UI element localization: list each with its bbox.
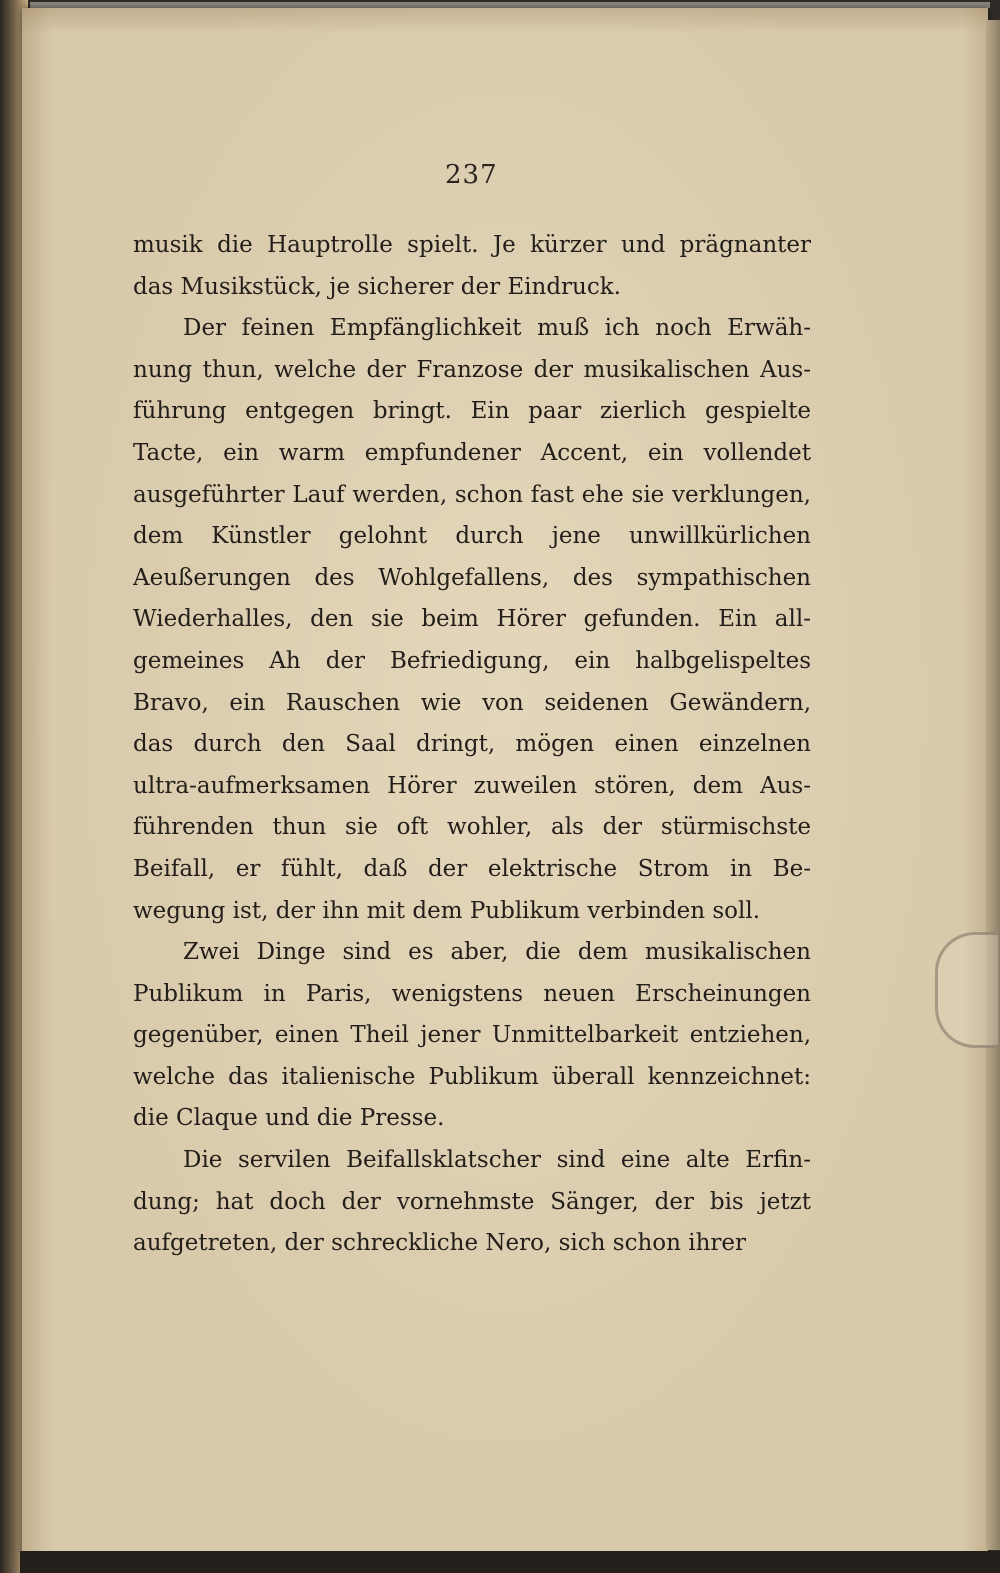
- text-line: Tacte, ein warm empfundener Accent, ein vollendet: [133, 439, 811, 466]
- text-line: Der feinen Empfänglichkeit muß ich noch Erwäh-: [183, 315, 811, 342]
- page-clip-mark: [935, 932, 998, 1048]
- text-line: dung; hat doch der vornehmste Sänger, der bis jetzt: [133, 1188, 811, 1215]
- text-line: Die servilen Beifallsklatscher sind eine alte Erfin-: [183, 1147, 811, 1174]
- text-line: führung entgegen bringt. Ein paar zierlich gespielte: [133, 398, 811, 425]
- text-line: Zwei Dinge sind es aber, die dem musikalischen: [183, 939, 811, 966]
- text-line: das durch den Saal dringt, mögen einen einzelnen: [133, 731, 811, 758]
- text-line: gemeines Ah der Befriedigung, ein halbgelispeltes: [133, 647, 811, 674]
- text-line: aufgetreten, der schreckliche Nero, sich schon ihrer: [133, 1230, 747, 1257]
- text-line: Aeußerungen des Wohlgefallens, des sympathischen: [133, 564, 811, 591]
- text-line: nung thun, welche der Franzose der musikalischen Aus-: [133, 356, 811, 383]
- text-line: Beifall, er fühlt, daß der elektrische Strom in Be-: [133, 855, 811, 882]
- bottom-scan-edge: [20, 1551, 1000, 1573]
- text-line: gegenüber, einen Theil jener Unmittelbarkeit entziehen,: [133, 1022, 811, 1049]
- text-line: ultra-aufmerksamen Hörer zuweilen stören, dem Aus-: [133, 772, 811, 799]
- text-line: Wiederhalles, den sie beim Hörer gefunden. Ein all-: [133, 606, 811, 633]
- text-line: Publikum in Paris, wenigstens neuen Erscheinungen: [133, 980, 811, 1007]
- page-number: 237: [445, 160, 498, 190]
- text-line: ausgeführter Lauf werden, schon fast ehe sie verklungen,: [133, 481, 811, 508]
- text-line: die Claque und die Presse.: [133, 1105, 445, 1132]
- text-line: führenden thun sie oft wohler, als der stürmischste: [133, 814, 811, 841]
- text-line: Bravo, ein Rauschen wie von seidenen Gewändern,: [133, 689, 811, 716]
- text-line: dem Künstler gelohnt durch jene unwillkürlichen: [133, 523, 811, 550]
- text-line: welche das italienische Publikum überall kennzeichnet:: [133, 1063, 811, 1090]
- text-line: wegung ist, der ihn mit dem Publikum verbinden soll.: [133, 897, 761, 924]
- page-right-edge: [986, 20, 1000, 1550]
- text-line: musik die Hauptrolle spielt. Je kürzer und prägnanter: [133, 232, 811, 258]
- text-line: das Musikstück, je sicherer der Eindruck.: [133, 273, 621, 300]
- body-text: [133, 225, 811, 1265]
